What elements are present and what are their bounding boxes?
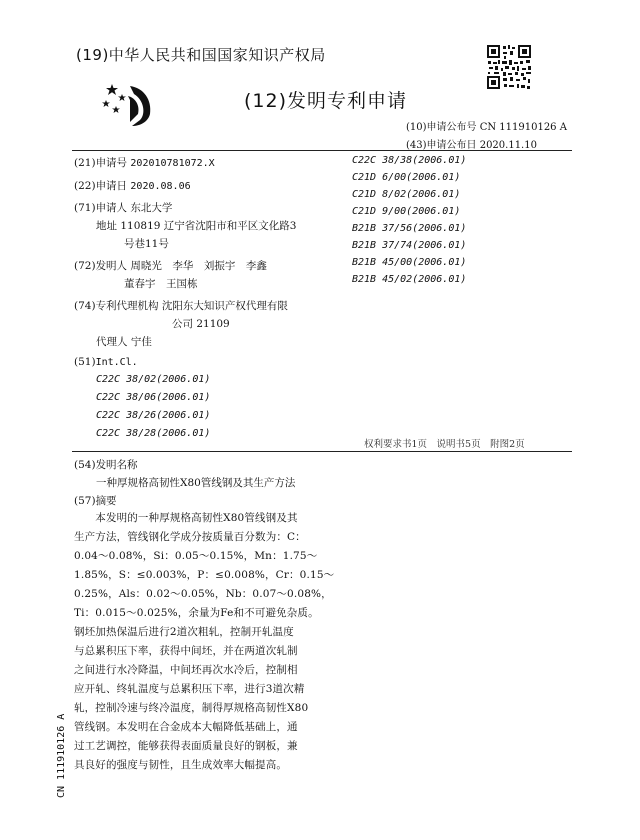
side-publication-code: CN 111910126 A — [56, 713, 67, 798]
publication-date: (43)申请公布日 2020.11.10 — [406, 140, 537, 151]
abstract-line: 之间进行水冷降温，中间坯再次水冷后，控制相 — [74, 664, 298, 676]
applicant: 东北大学 — [130, 202, 173, 214]
qr-code-icon — [486, 44, 532, 90]
address-row: 地址 110819 辽宁省沈阳市和平区文化路3 — [96, 220, 297, 232]
publication-number: (10)申请公布号 CN 111910126 A — [406, 122, 567, 133]
ipc-item: C21D 6/00(2006.01) — [352, 172, 461, 183]
ipc-item: B21B 37/74(2006.01) — [352, 240, 467, 251]
ipc-item: C21D 8/02(2006.01) — [352, 189, 461, 200]
middle-rule — [72, 451, 572, 452]
application-number: 202010781072.X — [130, 158, 215, 169]
abstract-line: 0.25%，Als：0.02～0.05%，Nb：0.07～0.08%， — [74, 588, 332, 600]
intcl-item: C22C 38/02(2006.01) — [96, 374, 211, 385]
title-heading: (54)发明名称 — [74, 459, 138, 471]
application-number-row: (21)申请号 202010781072.X — [74, 157, 215, 169]
document-type-title: (12)发明专利申请 — [244, 90, 408, 112]
abstract-line: 1.85%，S：≤0.003%，P：≤0.008%，Cr：0.15～ — [74, 569, 335, 581]
abstract-line: 轧，控制冷速与终冷温度，制得厚规格高韧性X80 — [74, 702, 309, 714]
intcl-item: C22C 38/06(2006.01) — [96, 392, 211, 403]
inventor-row: (72)发明人 周晓光 李华 刘振宇 李鑫 — [74, 260, 267, 272]
abstract-line: 本发明的一种厚规格高韧性X80管线钢及其 — [74, 512, 298, 524]
abstract-line: 具良好的强度与韧性，且生成效率大幅提高。 — [74, 759, 287, 771]
address-line-1: 110819 辽宁省沈阳市和平区文化路3 — [120, 220, 297, 232]
ipc-item: C22C 38/38(2006.01) — [352, 155, 467, 166]
inventors-line-2: 董春宇 王国栋 — [124, 278, 198, 290]
intcl-item: C22C 38/28(2006.01) — [96, 428, 211, 439]
abstract-line: 0.04～0.08%，Si：0.05～0.15%，Mn：1.75～ — [74, 550, 318, 562]
agency-line-2: 公司 21109 — [172, 318, 230, 330]
inventors-line-1: 周晓光 李华 刘振宇 李鑫 — [130, 260, 267, 272]
agency-line-1: 沈阳东大知识产权代理有限 — [161, 300, 288, 312]
ipc-item: B21B 45/02(2006.01) — [352, 274, 467, 285]
intcl-item: C22C 38/26(2006.01) — [96, 410, 211, 421]
intcl-row: (51)Int.Cl. — [74, 356, 138, 368]
office-name: (19)中华人民共和国国家知识产权局 — [76, 46, 326, 64]
abstract-line: 生产方法，管线钢化学成分按质量百分数为：C： — [74, 531, 306, 543]
abstract-line: 过工艺调控，能够获得表面质量良好的钢板，兼 — [74, 740, 298, 752]
ipc-item: C21D 9/00(2006.01) — [352, 206, 461, 217]
abstract-heading: (57)摘要 — [74, 495, 117, 507]
application-date-row: (22)申请日 2020.08.06 — [74, 180, 191, 192]
ipc-item: B21B 37/56(2006.01) — [352, 223, 467, 234]
agent: 宁佳 — [130, 336, 152, 348]
application-date: 2020.08.06 — [130, 181, 191, 192]
invention-title: 一种厚规格高韧性X80管线钢及其生产方法 — [96, 477, 296, 489]
abstract-line: Ti：0.015～0.025%，余量为Fe和不可避免杂质。 — [74, 607, 319, 619]
address-line-2: 号巷11号 — [124, 238, 169, 250]
cnipa-emblem-icon — [100, 80, 160, 128]
page-count-info: 权利要求书1页 说明书5页 附图2页 — [364, 439, 525, 450]
ipc-item: B21B 45/00(2006.01) — [352, 257, 467, 268]
applicant-row: (71)申请人 东北大学 — [74, 202, 173, 214]
abstract-line: 管线钢。本发明在合金成本大幅降低基础上，通 — [74, 721, 298, 733]
agent-row: 代理人 宁佳 — [96, 336, 152, 348]
agency-row: (74)专利代理机构 沈阳东大知识产权代理有限 — [74, 300, 288, 312]
abstract-line: 应开轧、终轧温度与总累积压下率，进行3道次精 — [74, 683, 305, 695]
abstract-line: 与总累积压下率，获得中间坯，并在两道次轧制 — [74, 645, 298, 657]
header-rule — [72, 150, 572, 151]
abstract-line: 钢坯加热保温后进行2道次粗轧，控制开轧温度 — [74, 626, 294, 638]
